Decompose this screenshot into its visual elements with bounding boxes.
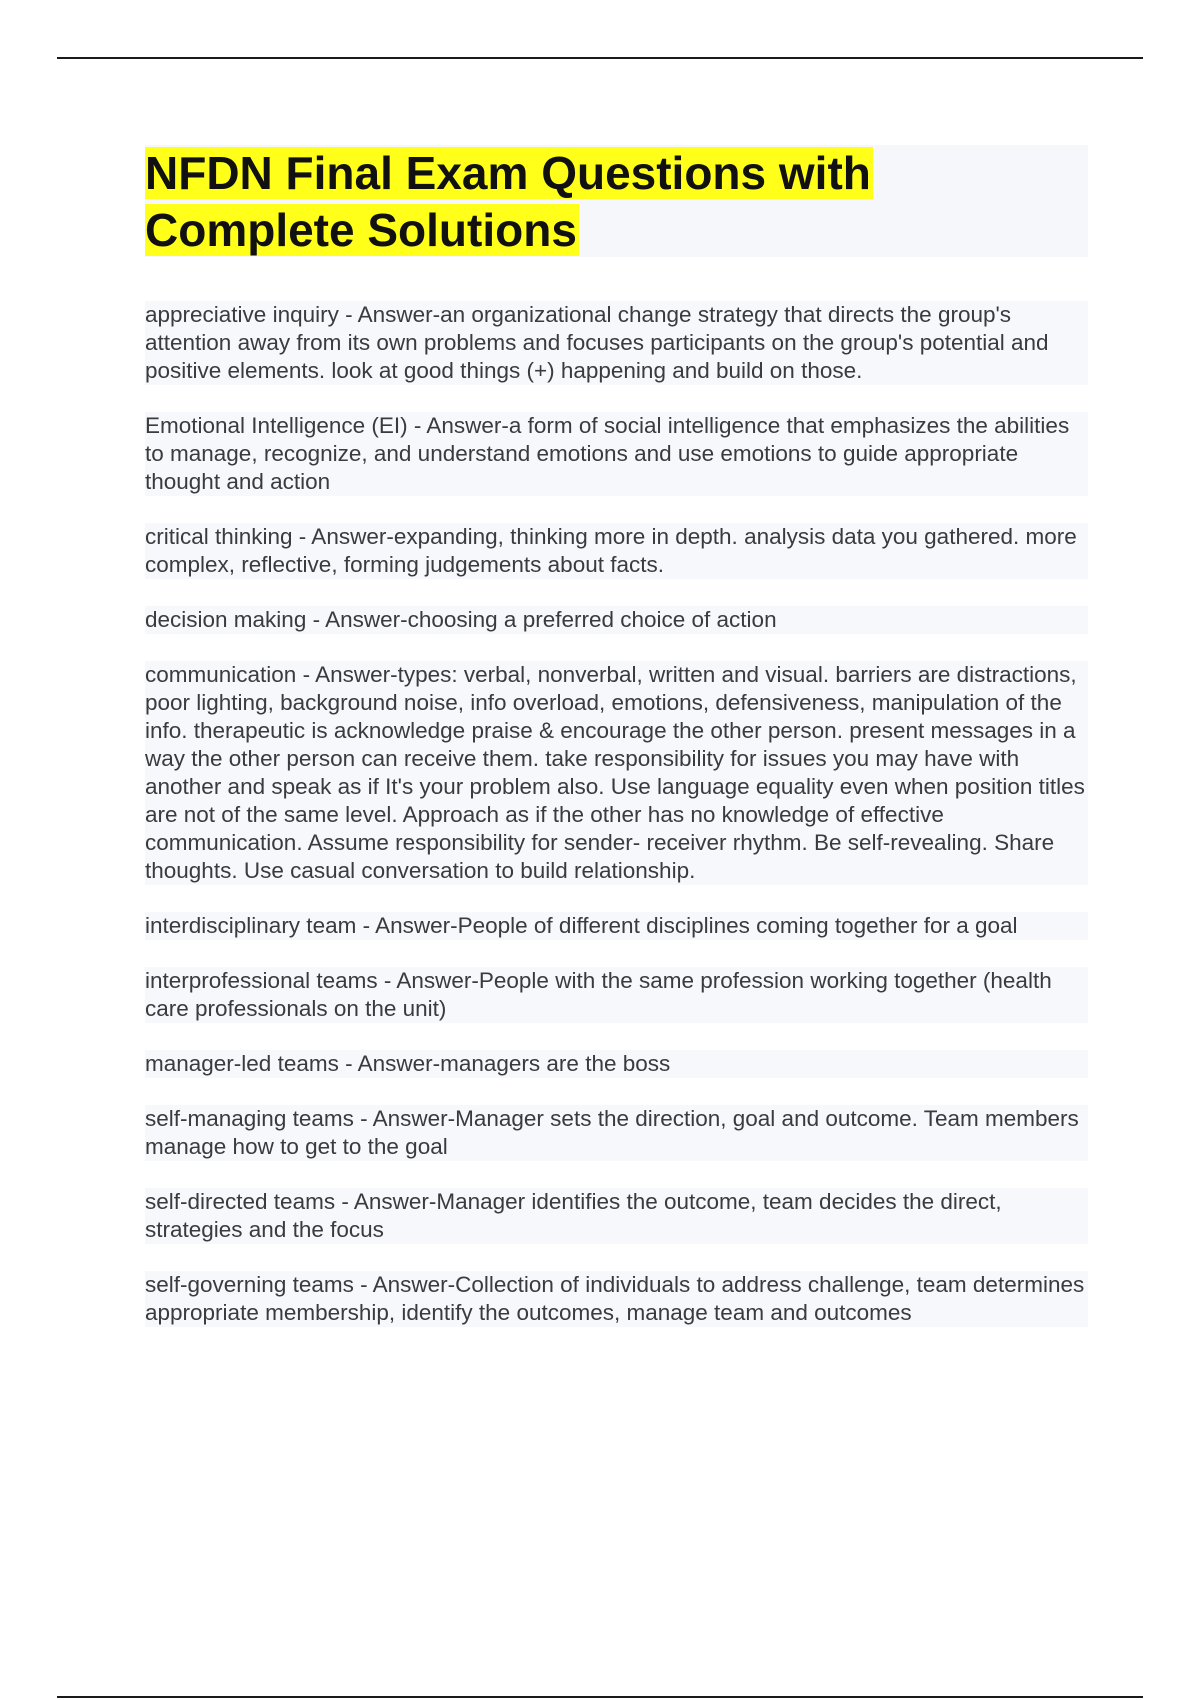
title-line-1: NFDN Final Exam Questions with: [145, 147, 871, 199]
entry-self-directed-teams: self-directed teams - Answer-Manager identifies the outcome, team decides the direct, strategies and the focus: [145, 1188, 1088, 1244]
bottom-rule: [57, 1696, 1143, 1698]
entry-self-governing-teams: self-governing teams - Answer-Collection of individuals to address challenge, team determines appropriate membership, identify the outcomes, manage team and outcomes: [145, 1271, 1088, 1327]
document-title: [145, 145, 1088, 259]
top-rule: [57, 57, 1143, 59]
title-block: [145, 145, 1088, 257]
entry-interprofessional-teams: interprofessional teams - Answer-People with the same profession working together (health care professionals on the unit): [145, 967, 1088, 1023]
entry-decision-making: decision making - Answer-choosing a preferred choice of action: [145, 606, 1088, 634]
entry-critical-thinking: critical thinking - Answer-expanding, thinking more in depth. analysis data you gathered. more complex, reflective, forming judgements about facts.: [145, 523, 1088, 579]
entry-appreciative-inquiry: appreciative inquiry - Answer-an organizational change strategy that directs the group's attention away from its own problems and focuses participants on the group's potential and positive elements. look at good things (+) happening and build on those.: [145, 301, 1088, 385]
title-line-2: Complete Solutions: [145, 204, 577, 256]
entry-communication: communication - Answer-types: verbal, nonverbal, written and visual. barriers are distractions, poor lighting, background noise, info overload, emotions, defensiveness, manipulation of the info. therapeutic is acknowledge praise & encourage the other person. present messages in a way the other person can receive them. take responsibility for issues you may have with another and speak as if It's your problem also. Use language equality even when position titles are not of the same level. Approach as if the other has no knowledge of effective communication. Assume responsibility for sender- receiver rhythm. Be self-revealing. Share thoughts. Use casual conversation to build relationship.: [145, 661, 1088, 885]
entry-manager-led-teams: manager-led teams - Answer-managers are the boss: [145, 1050, 1088, 1078]
entry-self-managing-teams: self-managing teams - Answer-Manager sets the direction, goal and outcome. Team members manage how to get to the goal: [145, 1105, 1088, 1161]
document-body: [145, 145, 1088, 1354]
entry-emotional-intelligence: Emotional Intelligence (EI) - Answer-a form of social intelligence that emphasizes the abilities to manage, recognize, and understand emotions and use emotions to guide appropriate thought and action: [145, 412, 1088, 496]
entry-interdisciplinary-team: interdisciplinary team - Answer-People of different disciplines coming together for a goal: [145, 912, 1088, 940]
